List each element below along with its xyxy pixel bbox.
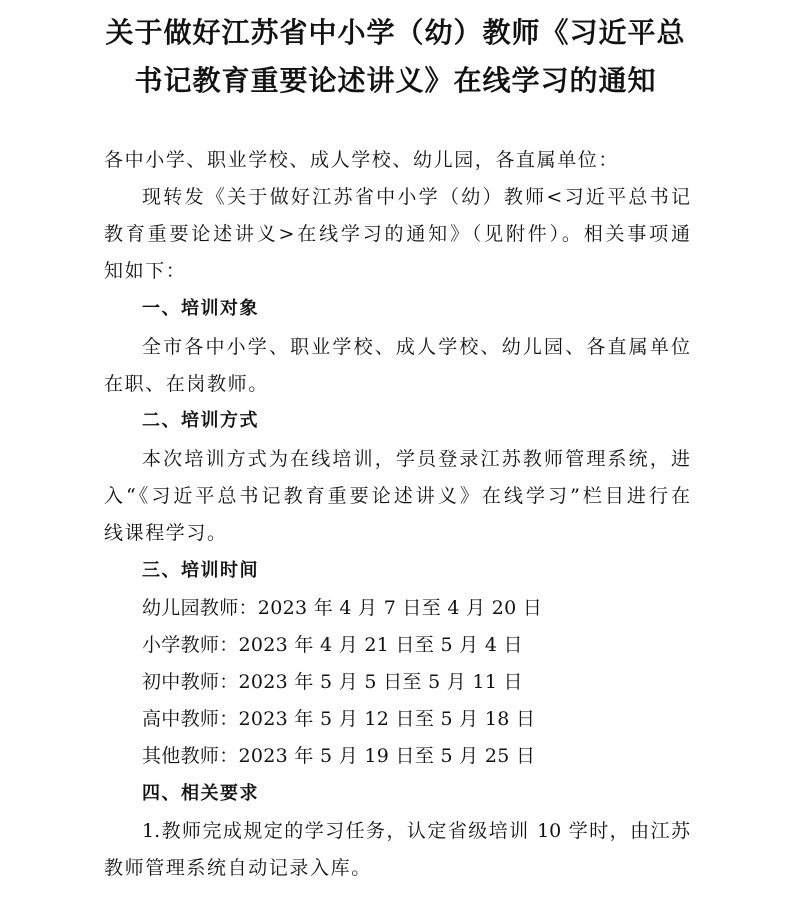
document-title-line-2: 书记教育重要论述讲义》在线学习的通知 (134, 64, 657, 97)
document-title-line-1: 关于做好江苏省中小学（幼）教师《习近平总 (105, 16, 686, 49)
schedule-kindergarten: 幼儿园教师：2023 年 4 月 7 日至 4 月 20 日 (142, 597, 543, 619)
section-3-heading: 三、培训时间 (142, 560, 259, 581)
section-1-heading: 一、培训对象 (142, 298, 259, 319)
section-4-heading: 四、相关要求 (142, 783, 259, 804)
intro-line-2: 教育重要论述讲义>在线学习的通知》（见附件）。相关事项通 (104, 223, 690, 245)
section-2-line-2: 入“《习近平总书记教育重要论述讲义》在线学习”栏目进行在 (104, 485, 690, 507)
intro-line-3: 知如下： (104, 260, 187, 282)
section-2-line-3: 线课程学习。 (104, 522, 228, 544)
schedule-junior-high: 初中教师：2023 年 5 月 5 日至 5 月 11 日 (142, 671, 523, 693)
section-1-line-2: 在职、在岗教师。 (104, 373, 269, 395)
schedule-other: 其他教师：2023 年 5 月 19 日至 5 月 25 日 (142, 745, 536, 767)
section-4-line-1: 1.教师完成规定的学习任务，认定省级培训 10 学时，由江苏 (142, 820, 690, 842)
schedule-primary: 小学教师：2023 年 4 月 21 日至 5 月 4 日 (142, 634, 523, 656)
section-1-line-1: 全市各中小学、职业学校、成人学校、幼儿园、各直属单位 (142, 336, 690, 358)
section-2-line-1: 本次培训方式为在线培训，学员登录江苏教师管理系统，进 (142, 448, 690, 470)
salutation: 各中小学、职业学校、成人学校、幼儿园，各直属单位： (104, 149, 620, 171)
section-4-line-2: 教师管理系统自动记录入库。 (104, 857, 372, 879)
schedule-senior-high: 高中教师：2023 年 5 月 12 日至 5 月 18 日 (142, 708, 536, 730)
intro-line-1: 现转发《关于做好江苏省中小学（幼）教师<习近平总书记 (142, 186, 690, 208)
section-2-heading: 二、培训方式 (142, 410, 259, 431)
